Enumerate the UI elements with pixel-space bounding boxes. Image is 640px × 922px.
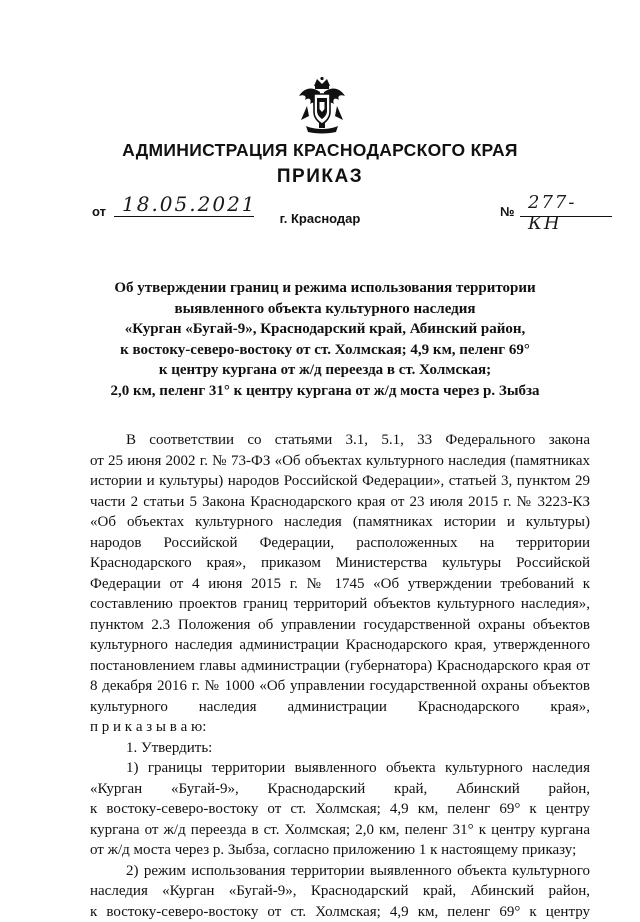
body-line: от 25 июня 2002 г. № 73-ФЗ «Об объектах культурного наследия (памятниках (90, 451, 590, 472)
document-type: ПРИКАЗ (0, 166, 640, 188)
body-line: постановлением главы администрации (губернатора) Краснодарского края от (90, 656, 590, 677)
title-line: Об утверждении границ и режима использования территории (60, 278, 590, 299)
title-line: к центру кургана от ж/д переезда в ст. Холмская; (60, 360, 590, 381)
body-line: к востоку-северо-востоку от ст. Холмская; 4,9 км, пеленг 69° к центру (90, 799, 590, 820)
body-line: наследия «Курган «Бугай-9», Краснодарский край, Абинский район, (90, 881, 590, 902)
body-line: кургана от ж/д переезда в ст. Холмская; 2,0 км, пеленг 31° к центру кургана (90, 820, 590, 841)
document-body (90, 430, 590, 922)
body-line: культурного наследия администрации Краснодарского края, утвержденного (90, 635, 590, 656)
document-title (60, 278, 590, 401)
title-line: выявленного объекта культурного наследия (60, 299, 590, 320)
body-line: к востоку-северо-востоку от ст. Холмская; 4,9 км, пеленг 69° к центру (90, 902, 590, 922)
body-line: Федерации от 4 июня 2015 г. № 1745 «Об утверждении требований к (90, 574, 590, 595)
body-line: части 2 статьи 5 Закона Краснодарского края от 23 июля 2015 г. № 3223-КЗ (90, 492, 590, 513)
date-label: от (92, 204, 106, 219)
title-line: к востоку-северо-востоку от ст. Холмская; 4,9 км, пеленг 69° (60, 340, 590, 361)
body-line: 1) границы территории выявленного объекта культурного наследия (90, 758, 590, 779)
number-label: № (500, 204, 515, 219)
handwritten-date: 18.05.2021 (122, 192, 257, 216)
body-line: 8 декабря 2016 г. № 1000 «Об управлении государственной охраны объектов (90, 676, 590, 697)
clause-heading: 1. Утвердить: (90, 738, 590, 759)
body-line: от ж/д моста через р. Зыбза, согласно приложению 1 к настоящему приказу; (90, 840, 590, 861)
body-line: народов Российской Федерации, расположенных на территории (90, 533, 590, 554)
body-line: составлению проектов границ территорий объектов культурного наследия», (90, 594, 590, 615)
body-line: истории и культуры) народов Российской Федерации», статьей 3, пунктом 29 (90, 471, 590, 492)
issuing-authority: АДМИНИСТРАЦИЯ КРАСНОДАРСКОГО КРАЯ (0, 140, 640, 161)
body-line: 2) режим использования территории выявленного объекта культурного (90, 861, 590, 882)
body-line: «Об объектах культурного наследия (памятниках истории и культуры) (90, 512, 590, 533)
coat-of-arms-emblem (297, 76, 347, 134)
title-line: «Курган «Бугай-9», Краснодарский край, Абинский район, (60, 319, 590, 340)
city-of-issue: г. Краснодар (0, 211, 640, 226)
handwritten-number: 277-КН (528, 192, 592, 234)
title-line: 2,0 км, пеленг 31° к центру кургана от ж/д моста через р. Зыбза (60, 381, 590, 402)
body-line: пунктом 2.3 Положения об управлении государственной охраны объектов (90, 615, 590, 636)
body-line: «Курган «Бугай-9», Краснодарский край, Абинский район, (90, 779, 590, 800)
body-line: культурного наследия администрации Краснодарского края», (90, 697, 590, 718)
body-line: Краснодарского края», приказом Министерства культуры Российской (90, 553, 590, 574)
order-verb: п р и к а з ы в а ю: (90, 717, 590, 738)
body-line: В соответствии со статьями 3.1, 5.1, 33 Федерального закона (90, 430, 590, 451)
